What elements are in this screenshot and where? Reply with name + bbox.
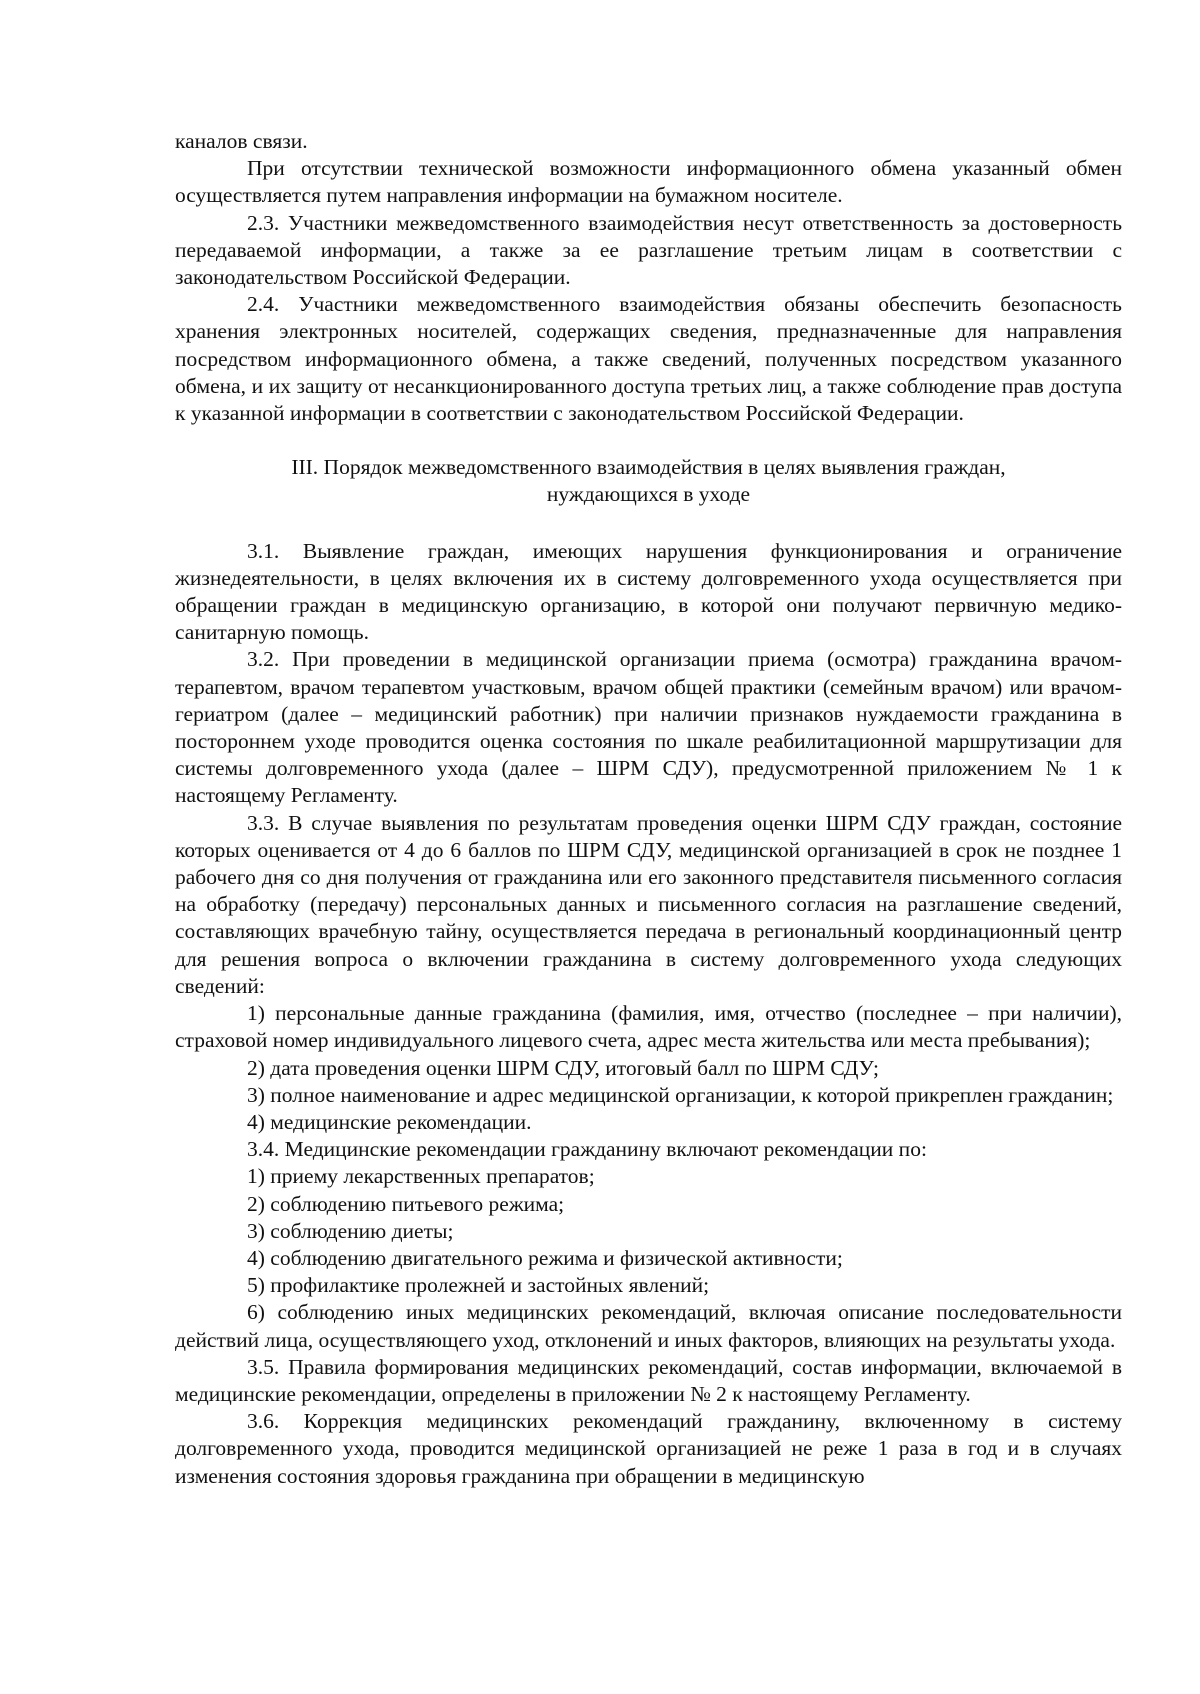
paragraph-channels: каналов связи. <box>175 129 308 153</box>
paragraph-2-4: 2.4. Участники межведомственного взаимодействия обязаны обеспечить безопасность хранения электронных носителей, содержащих сведения, предназначенные для направления посредством информационного обмена, а также сведений, полученных посредством указанного обмена, и их защиту от несанкционированного доступа третьих лиц, а также соблюдение прав доступа к указанной информации в соответствии с законодательством Российской Федерации. <box>175 292 1122 426</box>
paragraph-paper-exchange: При отсутствии технической возможности информационного обмена указанный обмен осуществляется путем направления информации на бумажном носителе. <box>175 156 1122 208</box>
list-item-3-4-1: 1) приему лекарственных препаратов; <box>247 1164 595 1189</box>
paragraph-3-3: 3.3. В случае выявления по результатам проведения оценки ШРМ СДУ граждан, состояние которых оценивается от 4 до 6 баллов по ШРМ СДУ, медицинской организацией в срок не позднее 1 рабочего дня со дня получения от гражданина или его законного представителя письменного согласия на обработку (передачу) персональных данных и письменного согласия на разглашение сведений, составляющих врачебную тайну, осуществляется передача в региональный координационный центр для решения вопроса о включении гражданина в систему долговременного ухода следующих сведений: <box>175 810 1122 998</box>
list-item-3-4-3: 3) соблюдению диеты; <box>247 1218 454 1243</box>
paragraph-3-4: 3.4. Медицинские рекомендации гражданину включают рекомендации по: <box>247 1137 927 1162</box>
list-item-3-3-2: 2) дата проведения оценки ШРМ СДУ, итоговый балл по ШРМ СДУ; <box>247 1055 879 1080</box>
section-heading-line1: III. Порядок межведомственного взаимодействия в целях выявления граждан, <box>291 455 1006 480</box>
list-item-3-4-6: 6) соблюдению иных медицинских рекомендаций, включая описание последовательности действий лица, осуществляющего уход, отклонений и иных факторов, влияющих на результаты ухода. <box>175 1300 1122 1352</box>
paragraph-3-1: 3.1. Выявление граждан, имеющих нарушения функционирования и ограничение жизнедеятельности, в целях включения их в систему долговременного ухода осуществляется при обращении граждан в медицинскую организацию, в которой они получают первичную медико-санитарную помощь. <box>175 538 1122 645</box>
list-item-3-4-4: 4) соблюдению двигательного режима и физической активности; <box>247 1245 843 1270</box>
paragraph-3-6: 3.6. Коррекция медицинских рекомендаций гражданину, включенному в систему долговременного ухода, проводится медицинской организацией не реже 1 раза в год и в случаях изменения состояния здоровья гражданина при обращении в медицинскую <box>175 1409 1122 1488</box>
document-page <box>175 128 1122 1490</box>
list-item-3-3-4: 4) медицинские рекомендации. <box>247 1109 532 1134</box>
section-heading-line2: нуждающихся в уходе <box>546 482 751 507</box>
list-item-3-4-5: 5) профилактике пролежней и застойных явлений; <box>247 1273 710 1298</box>
paragraph-2-3: 2.3. Участники межведомственного взаимодействия несут ответственность за достоверность передаваемой информации, а также за ее разглашение третьим лицам в соответствии с законодательством Российской Федерации. <box>175 210 1122 290</box>
list-item-3-3-1: 1) персональные данные гражданина (фамилия, имя, отчество (последнее – при наличии), страховой номер индивидуального лицевого счета, адрес места жительства или места пребывания); <box>175 1001 1122 1053</box>
list-item-3-4-2: 2) соблюдению питьевого режима; <box>247 1191 565 1216</box>
paragraph-3-2: 3.2. При проведении в медицинской организации приема (осмотра) гражданина врачом-терапевтом, врачом терапевтом участковым, врачом общей практики (семейным врачом) или врачом-гериатром (далее – медицинский работник) при наличии признаков нуждаемости гражданина в постороннем уходе проводится оценка состояния по шкале реабилитационной маршрутизации для системы долговременного ухода (далее – ШРМ СДУ), предусмотренной приложением № 1 к настоящему Регламенту. <box>175 647 1122 808</box>
paragraph-3-5: 3.5. Правила формирования медицинских рекомендаций, состав информации, включаемой в медицинские рекомендации, определены в приложении № 2 к настоящему Регламенту. <box>175 1354 1122 1406</box>
list-item-3-3-3: 3) полное наименование и адрес медицинской организации, к которой прикреплен гражданин; <box>247 1082 1114 1107</box>
section-heading <box>175 454 1122 508</box>
